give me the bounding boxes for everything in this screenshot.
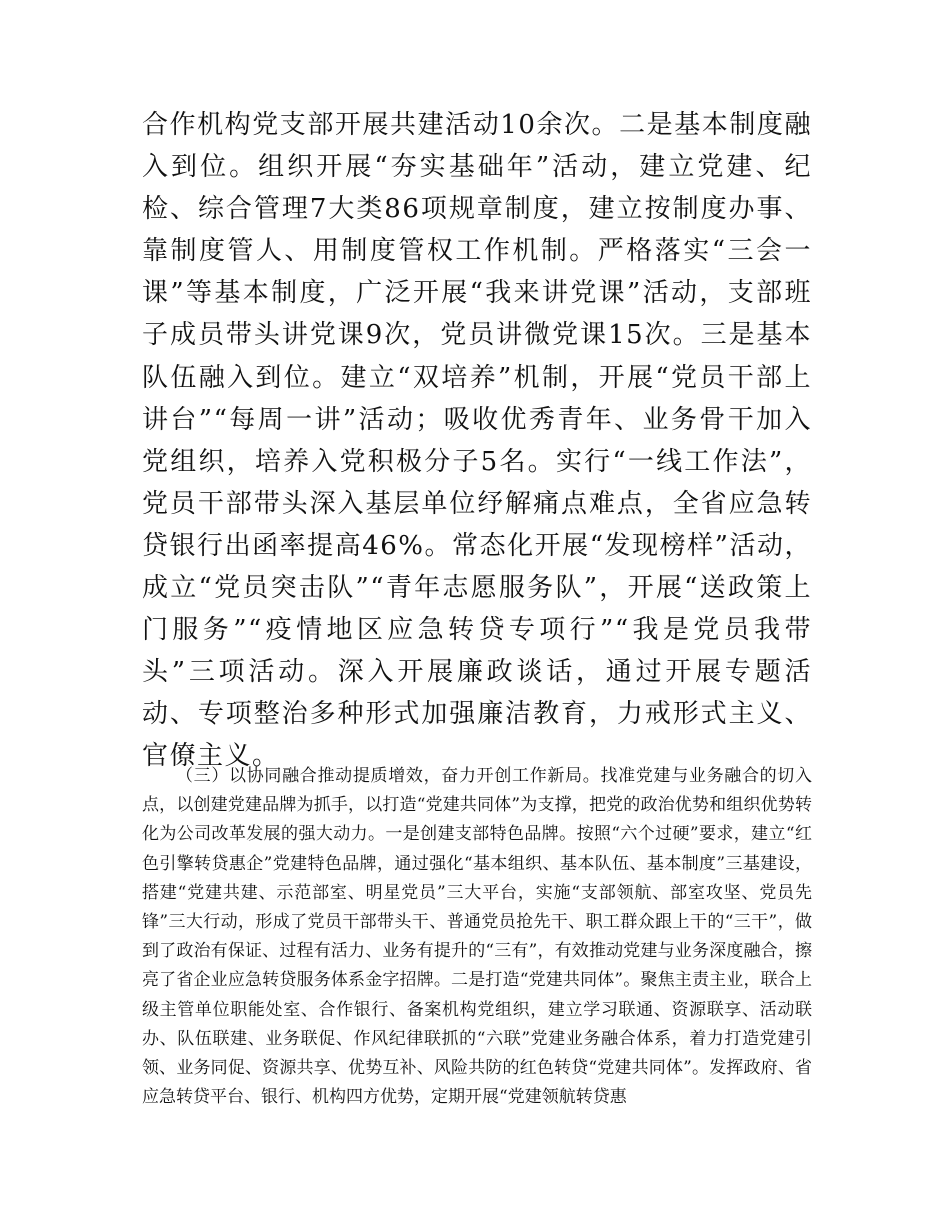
body-paragraph-section-three: （三）以协同融合推动提质增效，奋力开创工作新局。找准党建与业务融合的切入点，以创建党建品牌为抓手，以打造“党建共同体”为支撑，把党的政治优势和组织优势转化为公司改革发展的强大动力。一是创建支部特色品牌。按照“六个过硬”要求，建立“红色引擎转贷惠企”党建特色品牌，通过强化“基本组织、基本队伍、基本制度”三基建设，搭建“党建共建、示范部室、明星党员”三大平台，实施“支部领航、部室攻坚、党员先锋”三大行动，形成了党员干部带头干、普通党员抢先干、职工群众跟上干的“三干”，做到了政治有保证、过程有活力、业务有提升的“三有”，有效推动党建与业务深度融合，擦亮了省企业应急转贷服务体系金字招牌。二是打造“党建共同体”。聚焦主责主业，联合上级主管单位职能处室、合作银行、备案机构党组织，建立学习联通、资源联享、活动联办、队伍联建、业务联促、作风纪律联抓的“六联”党建业务融合体系，着力打造党建引领、业务同促、资源共享、优势互补、风险共防的红色转贷“党建共同体”。发挥政府、省应急转贷平台、银行、机构四方优势，定期开展“党建领航转贷惠 <box>142 766 812 1108</box>
body-paragraph-continued: 合作机构党支部开展共建活动10余次。二是基本制度融入到位。组织开展“夯实基础年”活动，建立党建、纪检、综合管理7大类86项规章制度，建立按制度办事、靠制度管人、用制度管权工作机制。严格落实“三会一课”等基本制度，广泛开展“我来讲党课”活动，支部班子成员带头讲党课9次，党员讲微党课15次。三是基本队伍融入到位。建立“双培养”机制，开展“党员干部上讲台”“每周一讲”活动；吸收优秀青年、业务骨干加入党组织，培养入党积极分子5名。实行“一线工作法”，党员干部带头深入基层单位纾解痛点难点，全省应急转贷银行出函率提高46%。常态化开展“发现榜样”活动，成立“党员突击队”“青年志愿服务队”，开展“送政策上门服务”“疫情地区应急转贷专项行”“我是党员我带头”三项活动。深入开展廉政谈话，通过开展专题活动、专项整治多种形式加强廉洁教育，力戒形式主义、官僚主义。 <box>142 110 812 772</box>
